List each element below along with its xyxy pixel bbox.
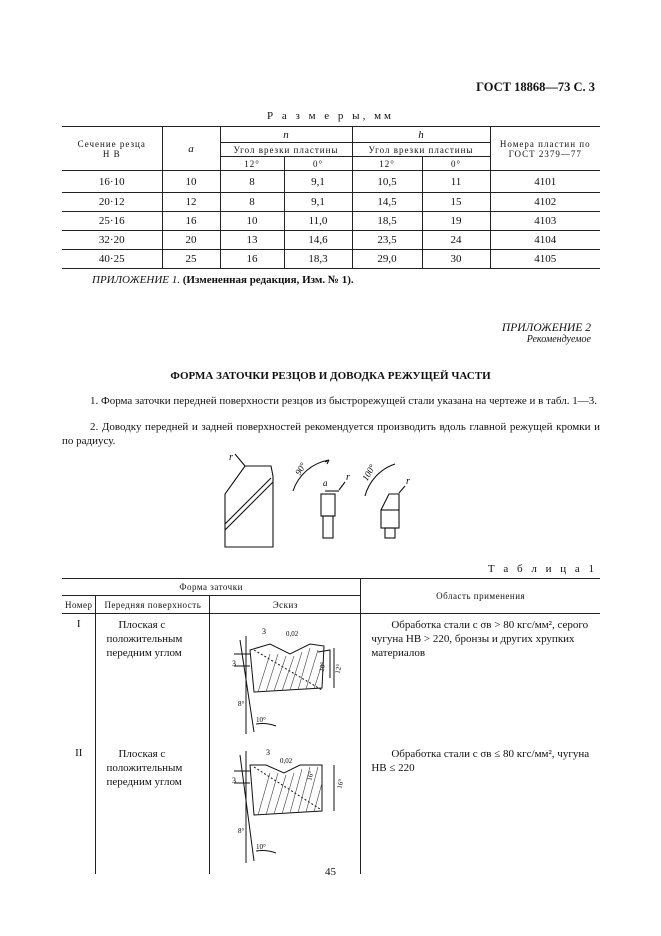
cell-n12: 16 [220, 250, 284, 269]
cutter-plan-view [225, 454, 273, 547]
cell-plate: 4105 [490, 250, 600, 269]
col-front-header: Передняя поверхность [96, 596, 210, 614]
col-a-header: а [162, 127, 220, 171]
col-number-header: Номер [62, 596, 96, 614]
sizes-caption: Р а з м е р ы, мм [266, 110, 394, 122]
h-angle-12: 12° [352, 157, 422, 171]
sketch-label-3: 16° [306, 770, 316, 782]
cell-plate: 4104 [490, 231, 600, 250]
table-row [62, 212, 600, 231]
sketch-drawing [210, 614, 360, 740]
sketch-label-5: 3 [232, 659, 237, 668]
cell-a: 10 [162, 171, 220, 193]
cell-h0: 30 [422, 250, 490, 269]
row-sketch [210, 614, 361, 744]
cell-n12: 8 [220, 171, 284, 193]
col-h-header: h [352, 127, 490, 143]
cell-a: 20 [162, 231, 220, 250]
row-number: I [76, 618, 81, 630]
hatching [258, 648, 322, 692]
sketch-label-6: 8° [238, 700, 245, 708]
radius-label-1: r [229, 452, 233, 463]
col-plates-header: Номера пластин по ГОСТ 2379—77 [490, 127, 600, 171]
cell-plate: 4103 [490, 212, 600, 231]
cell-h12: 14,5 [352, 193, 422, 212]
n-angle-0: 0° [284, 157, 352, 171]
cell-plate: 4102 [490, 193, 600, 212]
appendix1-note: (Измененная редакция, Изм. № 1). [182, 274, 354, 286]
row-number: II [75, 747, 83, 759]
cell-h12: 10,5 [352, 171, 422, 193]
cell-n0: 9,1 [284, 193, 352, 212]
table1-label: Т а б л и ц а 1 [487, 563, 597, 575]
row-area: Обработка стали с σв > 80 кгс/мм², серого чугуна НВ > 220, бронзы и других хрупких материалов [361, 614, 600, 744]
cell-h0: 24 [422, 231, 490, 250]
cell-n12: 8 [220, 193, 284, 212]
cell-a: 12 [162, 193, 220, 212]
appendix2-title: ПРИЛОЖЕНИЕ 2 [501, 322, 591, 334]
sharpening-table [62, 578, 600, 874]
cell-n0: 9,1 [284, 171, 352, 193]
cell-h12: 18,5 [352, 212, 422, 231]
table-row [62, 743, 600, 874]
cell-n0: 11,0 [284, 212, 352, 231]
appendix1-reference [92, 274, 354, 286]
sketch-label-3: 10° [318, 661, 328, 673]
table-row [62, 614, 600, 744]
h-angle-0: 0° [422, 157, 490, 171]
cell-n0: 14,6 [284, 231, 352, 250]
sketch-label-2: 0,02 [280, 757, 293, 765]
cell-a: 16 [162, 212, 220, 231]
radius-label-2: r [346, 472, 350, 483]
row-front: Плоская с положительным передним углом [96, 614, 210, 744]
col-area-header: Область применения [361, 579, 600, 614]
sketch-label-1: 3 [262, 627, 267, 636]
appendix1-label: ПРИЛОЖЕНИЕ 1. [92, 274, 180, 286]
row-area: Обработка стали с σв ≤ 80 кгс/мм², чугуна НВ ≤ 220 [361, 743, 600, 874]
table-row [62, 171, 600, 193]
paragraph-1: 1. Форма заточки передней поверхности резцов из быстрорежущей стали указана на чертеже и в табл. 1—3. [90, 395, 597, 407]
cell-plate: 4101 [490, 171, 600, 193]
cell-h0: 11 [422, 171, 490, 193]
page-number: 45 [325, 866, 336, 878]
row-sketch [210, 743, 361, 874]
sketch-label-7: 10° [256, 716, 267, 724]
col-section-header: Сечение резца Н В [62, 127, 162, 171]
a-label: a [323, 478, 328, 488]
table-row [62, 193, 600, 212]
sketch-label-6: 8° [238, 827, 245, 835]
cell-section: 32·20 [98, 234, 125, 246]
cell-section: 40·25 [98, 253, 125, 265]
cell-n12: 13 [220, 231, 284, 250]
page-header: ГОСТ 18868—73 С. 3 [476, 80, 595, 94]
cell-n12: 10 [220, 212, 284, 231]
cell-a: 25 [162, 250, 220, 269]
sketch-label-1: 3 [266, 748, 271, 757]
sketch-label-4: 16° [336, 778, 346, 790]
sketch-label-5: 3 [232, 776, 237, 785]
appendix2-heading [502, 322, 591, 345]
sketch-drawing [210, 743, 360, 871]
cell-h12: 23,5 [352, 231, 422, 250]
sizes-table-body [62, 171, 600, 269]
cell-section: 16·10 [98, 175, 125, 188]
sketch-label-4: 12° [334, 663, 344, 675]
cutter-figure [205, 446, 425, 556]
cell-section: 20·12 [98, 196, 125, 208]
h-angle-subheader: Угол врезки пластины [352, 143, 490, 157]
section-title: ФОРМА ЗАТОЧКИ РЕЗЦОВ И ДОВОДКА РЕЖУЩЕЙ ЧАСТИ [170, 370, 491, 382]
angle90-label: 90° [293, 460, 309, 477]
row-front: Плоская с положительным передним углом [96, 743, 210, 874]
cell-n0: 18,3 [284, 250, 352, 269]
col-sketch-header: Эскиз [210, 596, 361, 614]
group-header: Форма заточки [62, 579, 361, 596]
sizes-table [62, 126, 600, 269]
cell-h0: 15 [422, 193, 490, 212]
appendix2-status: Рекомендуемое [526, 334, 591, 345]
col-n-header: n [220, 127, 352, 143]
radius-label-3: r [406, 476, 410, 487]
cell-h12: 29,0 [352, 250, 422, 269]
sketch-label-7: 10° [256, 843, 267, 851]
table-row [62, 250, 600, 269]
n-angle-12: 12° [220, 157, 284, 171]
cell-section: 25·16 [98, 215, 125, 227]
sketch-label-2: 0,02 [286, 630, 299, 638]
angle100-label: 100° [360, 462, 378, 483]
table-row [62, 231, 600, 250]
cell-h0: 19 [422, 212, 490, 231]
paragraph-2: 2. Доводку передней и задней поверхностей рекомендуется производить вдоль главной режущей кромки и по радиусу. [62, 421, 600, 447]
n-angle-subheader: Угол врезки пластины [220, 143, 352, 157]
